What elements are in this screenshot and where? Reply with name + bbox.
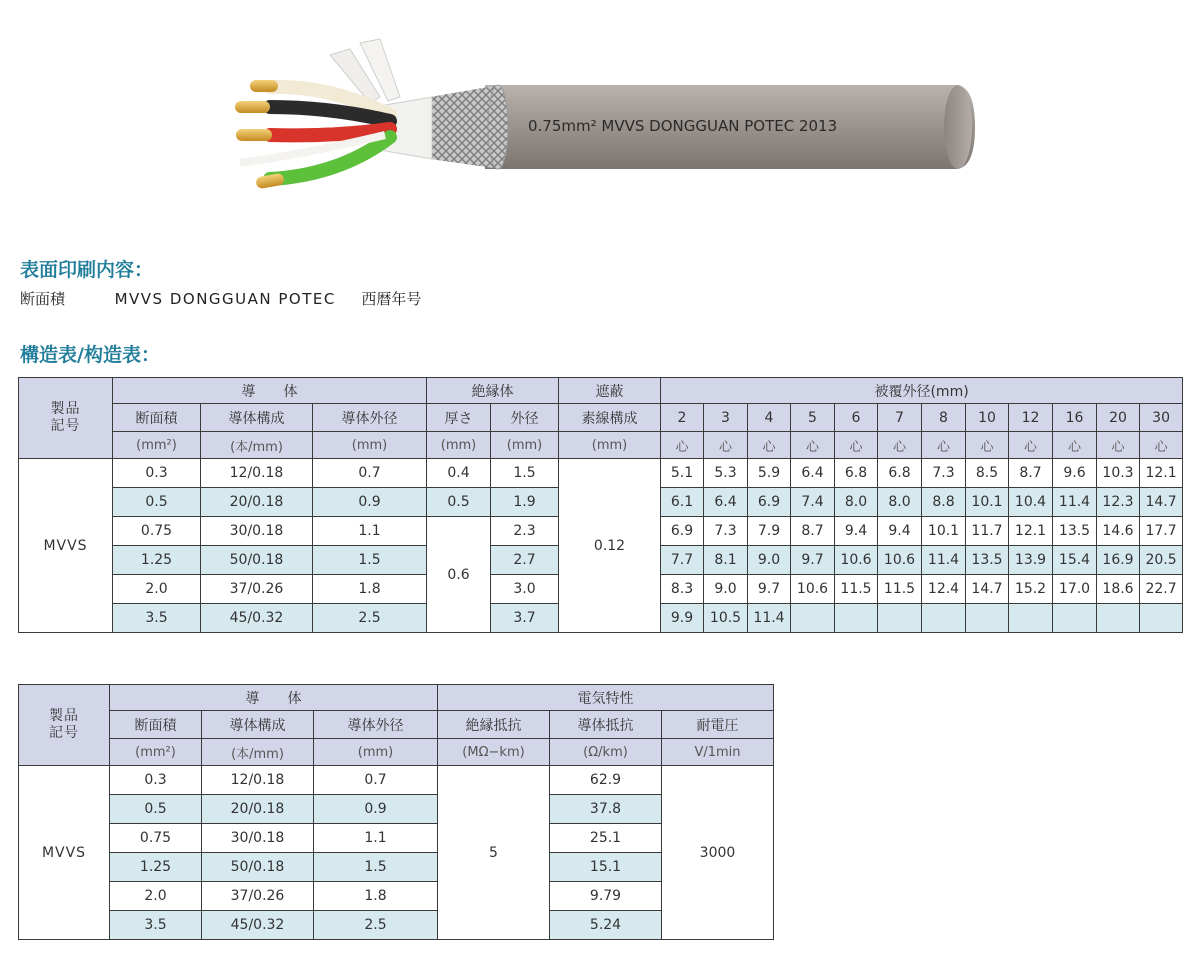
od-cell (791, 604, 835, 633)
col-voltage-unit: V/1min (662, 739, 774, 766)
resistance-cell: 25.1 (550, 824, 662, 853)
col-shield-unit: (mm) (559, 432, 661, 459)
core-unit: 心 (1097, 432, 1140, 459)
voltage-value: 3000 (662, 766, 774, 940)
construction-cell: 12/0.18 (202, 766, 314, 795)
core-unit: 心 (835, 432, 878, 459)
conductor-od-cell: 1.1 (313, 517, 427, 546)
od-cell: 9.9 (661, 604, 704, 633)
col-area-unit: (mm²) (110, 739, 202, 766)
core-unit: 心 (1009, 432, 1053, 459)
core-unit: 心 (704, 432, 748, 459)
area-cell: 2.0 (113, 575, 201, 604)
col-voltage: 耐電圧 (662, 711, 774, 739)
col-ins-od: 外径 (491, 404, 559, 432)
print-part-year: 西暦年号 (361, 290, 422, 308)
od-cell: 8.3 (661, 575, 704, 604)
col-conductor-od: 導体外径 (314, 711, 438, 739)
core-unit: 心 (791, 432, 835, 459)
od-cell: 8.7 (791, 517, 835, 546)
od-cell: 8.0 (835, 488, 878, 517)
construction-cell: 12/0.18 (201, 459, 313, 488)
od-cell (922, 604, 966, 633)
electrical-table (18, 684, 774, 940)
core-count: 2 (661, 404, 704, 432)
conductor-od-cell: 0.9 (313, 488, 427, 517)
col-conductor-od: 導体外径 (313, 404, 427, 432)
col-thickness: 厚さ (427, 404, 491, 432)
od-cell: 11.4 (1053, 488, 1097, 517)
resistance-cell: 5.24 (550, 911, 662, 940)
od-cell: 10.6 (878, 546, 922, 575)
model-value: MVVS (19, 459, 113, 633)
conductor-header: 導 体 (110, 685, 438, 711)
cable-illustration (210, 35, 980, 215)
col-thickness-unit: (mm) (427, 432, 491, 459)
od-cell: 11.5 (835, 575, 878, 604)
area-cell: 2.0 (110, 882, 202, 911)
core-count: 5 (791, 404, 835, 432)
od-cell: 17.0 (1053, 575, 1097, 604)
surface-print-line (20, 288, 421, 309)
od-cell: 10.6 (835, 546, 878, 575)
od-cell: 14.7 (1140, 488, 1183, 517)
col-conductor-od-unit: (mm) (314, 739, 438, 766)
od-cell: 12.4 (922, 575, 966, 604)
conductor-od-cell: 1.8 (313, 575, 427, 604)
structure-title: 構造表/构造表： (20, 344, 160, 366)
od-cell: 8.8 (922, 488, 966, 517)
construction-cell: 20/0.18 (201, 488, 313, 517)
model-value: MVVS (19, 766, 110, 940)
od-cell: 13.9 (1009, 546, 1053, 575)
area-cell: 0.75 (113, 517, 201, 546)
ins-od-cell: 3.7 (491, 604, 559, 633)
model-header: 製品記号 (19, 378, 113, 459)
od-cell: 7.3 (704, 517, 748, 546)
od-cell: 5.9 (748, 459, 791, 488)
model-header: 製品記号 (19, 685, 110, 766)
conductor-od-cell: 2.5 (313, 604, 427, 633)
col-construction-unit: (本/mm) (202, 739, 314, 766)
shield-value: 0.12 (559, 459, 661, 633)
construction-cell: 30/0.18 (202, 824, 314, 853)
col-construction-unit: (本/mm) (201, 432, 313, 459)
od-cell: 15.2 (1009, 575, 1053, 604)
od-cell: 6.8 (835, 459, 878, 488)
od-cell: 5.1 (661, 459, 704, 488)
od-cell (966, 604, 1009, 633)
core-unit: 心 (1053, 432, 1097, 459)
od-cell: 13.5 (1053, 517, 1097, 546)
core-count: 3 (704, 404, 748, 432)
area-cell: 1.25 (110, 853, 202, 882)
od-cell: 15.4 (1053, 546, 1097, 575)
od-cell: 7.4 (791, 488, 835, 517)
col-area: 断面積 (113, 404, 201, 432)
conductor-od-cell: 0.7 (313, 459, 427, 488)
core-unit: 心 (748, 432, 791, 459)
od-cell: 16.9 (1097, 546, 1140, 575)
conductor-od-cell: 2.5 (314, 911, 438, 940)
resistance-cell: 62.9 (550, 766, 662, 795)
od-cell: 13.5 (966, 546, 1009, 575)
electrical-header: 電気特性 (438, 685, 774, 711)
od-cell: 11.4 (748, 604, 791, 633)
od-cell: 10.1 (922, 517, 966, 546)
od-cell: 6.8 (878, 459, 922, 488)
od-cell: 8.5 (966, 459, 1009, 488)
od-cell: 7.7 (661, 546, 704, 575)
od-cell: 11.7 (966, 517, 1009, 546)
thickness-cell: 0.5 (427, 488, 491, 517)
area-cell: 3.5 (113, 604, 201, 633)
construction-cell: 45/0.32 (201, 604, 313, 633)
conductor-od-cell: 0.9 (314, 795, 438, 824)
area-cell: 0.3 (110, 766, 202, 795)
od-cell: 9.7 (791, 546, 835, 575)
core-count: 7 (878, 404, 922, 432)
shield-header: 遮蔽 (559, 378, 661, 404)
surface-print-title: 表面印刷内容： (20, 259, 154, 281)
construction-cell: 50/0.18 (201, 546, 313, 575)
core-unit: 心 (922, 432, 966, 459)
od-cell: 10.1 (966, 488, 1009, 517)
od-cell: 10.4 (1009, 488, 1053, 517)
od-cell: 9.4 (835, 517, 878, 546)
core-count: 8 (922, 404, 966, 432)
core-count: 10 (966, 404, 1009, 432)
col-ins-resistance: 絶縁抵抗 (438, 711, 550, 739)
od-cell: 6.4 (704, 488, 748, 517)
od-cell: 8.7 (1009, 459, 1053, 488)
col-area: 断面積 (110, 711, 202, 739)
od-cell: 7.3 (922, 459, 966, 488)
od-cell: 6.9 (661, 517, 704, 546)
resistance-cell: 9.79 (550, 882, 662, 911)
od-cell: 8.0 (878, 488, 922, 517)
cable-print-text: 0.75mm² MVVS DONGGUAN POTEC 2013 (528, 117, 838, 135)
od-cell: 5.3 (704, 459, 748, 488)
od-cell: 18.6 (1097, 575, 1140, 604)
outer-diameter-header: 被覆外径(mm) (661, 378, 1183, 404)
col-construction: 導体構成 (201, 404, 313, 432)
core-count: 6 (835, 404, 878, 432)
print-part-brand: MVVS DONGGUAN POTEC (114, 290, 336, 308)
ins-od-cell: 2.3 (491, 517, 559, 546)
core-count: 20 (1097, 404, 1140, 432)
construction-cell: 37/0.26 (201, 575, 313, 604)
thickness-cell: 0.4 (427, 459, 491, 488)
od-cell: 11.4 (922, 546, 966, 575)
ins-od-cell: 1.9 (491, 488, 559, 517)
od-cell: 12.1 (1009, 517, 1053, 546)
table-row (19, 824, 774, 853)
col-construction: 導体構成 (202, 711, 314, 739)
area-cell: 0.75 (110, 824, 202, 853)
table-row (19, 853, 774, 882)
od-cell: 6.1 (661, 488, 704, 517)
construction-cell: 30/0.18 (201, 517, 313, 546)
conductor-od-cell: 1.5 (314, 853, 438, 882)
ins-od-cell: 2.7 (491, 546, 559, 575)
table-row (19, 795, 774, 824)
area-cell: 0.5 (113, 488, 201, 517)
od-cell: 9.0 (748, 546, 791, 575)
od-cell: 9.4 (878, 517, 922, 546)
ins-resistance-value: 5 (438, 766, 550, 940)
od-cell: 10.6 (791, 575, 835, 604)
core-unit: 心 (1140, 432, 1183, 459)
col-cond-resistance-unit: (Ω/km) (550, 739, 662, 766)
conductor-od-cell: 1.5 (313, 546, 427, 575)
table-row (19, 459, 1183, 488)
col-cond-resistance: 導体抵抗 (550, 711, 662, 739)
od-cell: 20.5 (1140, 546, 1183, 575)
col-area-unit: (mm²) (113, 432, 201, 459)
od-cell (835, 604, 878, 633)
ins-od-cell: 3.0 (491, 575, 559, 604)
od-cell: 12.1 (1140, 459, 1183, 488)
structure-table (18, 377, 1183, 633)
od-cell: 10.5 (704, 604, 748, 633)
area-cell: 0.5 (110, 795, 202, 824)
ins-od-cell: 1.5 (491, 459, 559, 488)
od-cell: 22.7 (1140, 575, 1183, 604)
od-cell: 12.3 (1097, 488, 1140, 517)
od-cell: 10.3 (1097, 459, 1140, 488)
construction-cell: 37/0.26 (202, 882, 314, 911)
conductor-od-cell: 1.8 (314, 882, 438, 911)
conductor-od-cell: 0.7 (314, 766, 438, 795)
construction-cell: 45/0.32 (202, 911, 314, 940)
construction-cell: 50/0.18 (202, 853, 314, 882)
print-part-area: 断面積 (20, 290, 66, 308)
table-row (19, 882, 774, 911)
od-cell: 7.9 (748, 517, 791, 546)
col-ins-od-unit: (mm) (491, 432, 559, 459)
conductor-od-cell: 1.1 (314, 824, 438, 853)
od-cell: 11.5 (878, 575, 922, 604)
od-cell (1009, 604, 1053, 633)
col-ins-resistance-unit: (MΩ−km) (438, 739, 550, 766)
core-unit: 心 (966, 432, 1009, 459)
insulation-header: 絶縁体 (427, 378, 559, 404)
area-cell: 0.3 (113, 459, 201, 488)
core-count: 4 (748, 404, 791, 432)
core-unit: 心 (878, 432, 922, 459)
od-cell: 9.7 (748, 575, 791, 604)
thickness-cell: 0.6 (427, 517, 491, 633)
od-cell: 8.1 (704, 546, 748, 575)
od-cell: 14.7 (966, 575, 1009, 604)
od-cell: 9.6 (1053, 459, 1097, 488)
area-cell: 3.5 (110, 911, 202, 940)
od-cell: 6.4 (791, 459, 835, 488)
od-cell (1097, 604, 1140, 633)
resistance-cell: 37.8 (550, 795, 662, 824)
table-row (19, 911, 774, 940)
area-cell: 1.25 (113, 546, 201, 575)
od-cell (1053, 604, 1097, 633)
od-cell: 9.0 (704, 575, 748, 604)
core-count: 16 (1053, 404, 1097, 432)
od-cell: 14.6 (1097, 517, 1140, 546)
od-cell (1140, 604, 1183, 633)
od-cell: 17.7 (1140, 517, 1183, 546)
core-count: 30 (1140, 404, 1183, 432)
col-conductor-od-unit: (mm) (313, 432, 427, 459)
table-row (19, 766, 774, 795)
core-unit: 心 (661, 432, 704, 459)
core-count: 12 (1009, 404, 1053, 432)
resistance-cell: 15.1 (550, 853, 662, 882)
od-cell (878, 604, 922, 633)
od-cell: 6.9 (748, 488, 791, 517)
col-shield: 素線構成 (559, 404, 661, 432)
construction-cell: 20/0.18 (202, 795, 314, 824)
conductor-header: 導 体 (113, 378, 427, 404)
